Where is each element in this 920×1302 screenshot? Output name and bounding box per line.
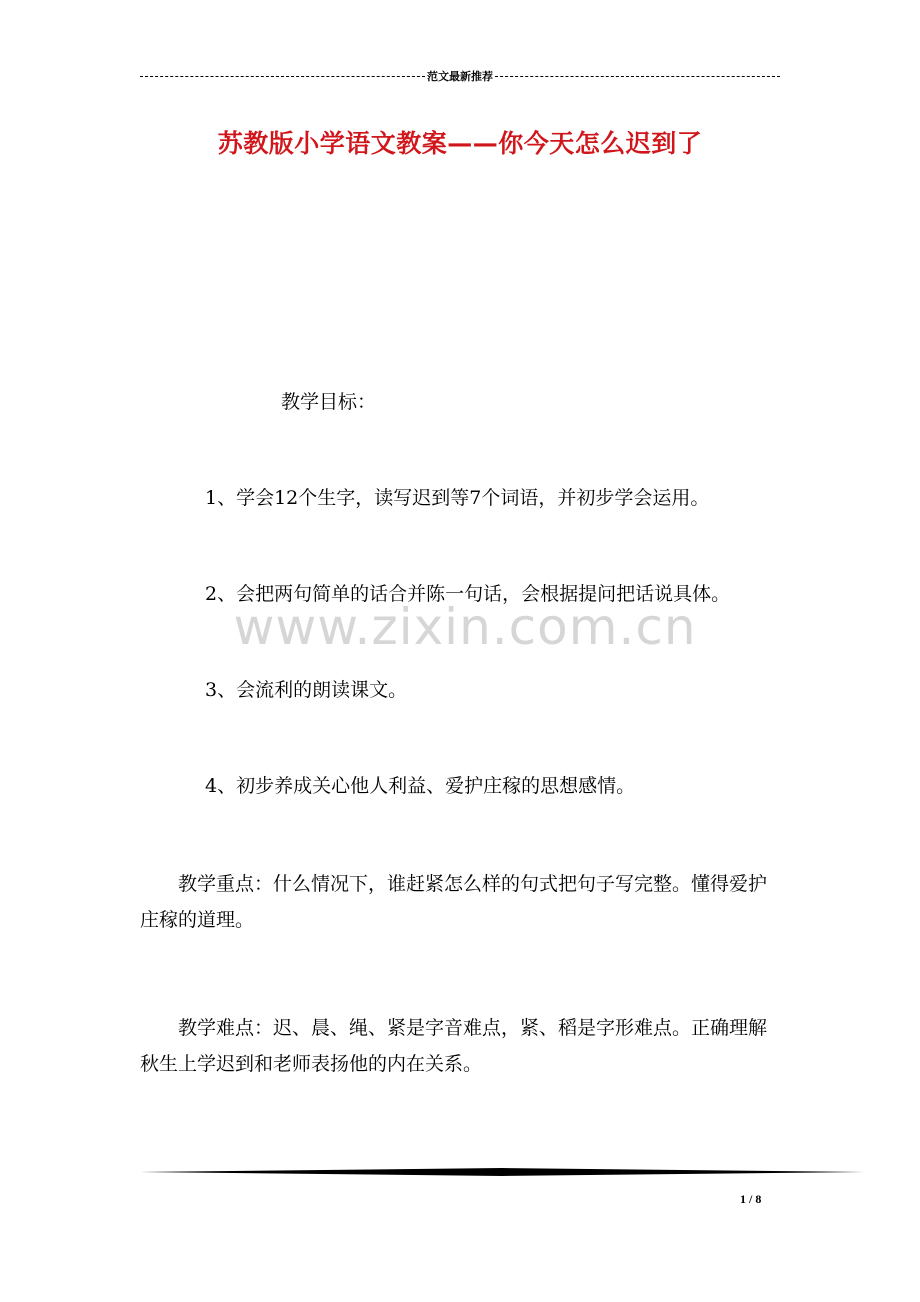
difficulties-paragraph: 教学难点：迟、晨、绳、紧是字音难点，紧、稻是字形难点。正确理解秋生上学迟到和老师表扬他的内在关系。 <box>140 1017 768 1075</box>
document-title: 苏教版小学语文教案——你今天怎么迟到了 <box>217 129 703 158</box>
header-dash-left <box>140 76 425 77</box>
page-header <box>140 68 780 84</box>
goal-item-4: 4、初步养成关心他人利益、爱护庄稼的思想感情。 <box>205 775 636 797</box>
header-dash-right <box>495 76 780 77</box>
goals-heading: 教学目标： <box>281 391 377 413</box>
footer-rule <box>140 1166 864 1178</box>
key-points-paragraph: 教学重点：什么情况下，谁赶紧怎么样的句式把句子写完整。懂得爱护庄稼的道理。 <box>140 873 768 931</box>
goal-item-3: 3、会流利的朗读课文。 <box>205 679 408 701</box>
goal-item-2: 2、会把两句简单的话合并陈一句话，会根据提问把话说具体。 <box>205 583 731 605</box>
page-number: 1 / 8 <box>740 1192 762 1206</box>
watermark: www.zixin.com.cn <box>233 598 697 656</box>
goal-item-1: 1、学会12个生字，读写迟到等7个词语，并初步学会运用。 <box>205 487 710 509</box>
header-label: 范文最新推荐 <box>427 70 493 83</box>
